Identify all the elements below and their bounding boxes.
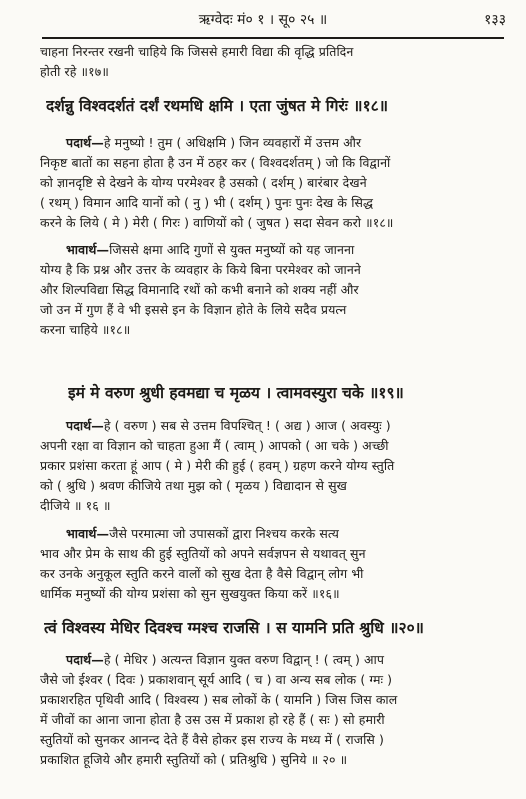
page-header xyxy=(0,8,526,34)
text-line: में जीवों का आना जाना होता है उस उस में प्रकाश हो रहे हैं ( सः ) सो हमारी xyxy=(40,712,385,727)
text-line: निकृष्ट बातों का सहना होता है उन में ठहर कर ( विश्वदर्शतम् ) जो कि विद्वानों xyxy=(40,155,391,170)
text-line: जिससे क्षमा आदि गुणों से युक्त मनुष्यों को यह जानना xyxy=(109,242,355,257)
text-line: होती रहे ॥१७॥ xyxy=(40,64,109,79)
text-line: को ज्ञानदृष्टि से देखने के योग्य परमेश्वर है उसको ( दर्शम् ) बारंबार देखने xyxy=(40,175,367,190)
text-line: अपनी रक्षा वा विज्ञान को चाहता हुआ मैं ( त्वाम् ) आपको ( आ चके ) अच्छी xyxy=(40,438,389,453)
page-number: १३३ xyxy=(484,12,506,28)
bhavarth-label: भावार्थ— xyxy=(66,526,110,541)
header-rule xyxy=(42,37,504,39)
running-title: ऋग्वेदः मं० १ । सू० २५ ॥ xyxy=(198,12,328,28)
text-line: ( रथम् ) विमान आदि यानों को ( नु ) भी ( दर्शम् ) पुनः पुनः देख के सिद्ध xyxy=(40,195,374,210)
text-line: प्रकाशरहित पृथिवी आदि ( विश्वस्य ) सब लोकों के ( यामनि ) जिस जिस काल xyxy=(40,692,398,707)
text-line: स्तुतियों को सुनकर आनन्द देते हैं वैसे होकर इस राज्य के मध्य में ( राजसि ) xyxy=(40,732,384,747)
text-line: को ( श्रुधि ) श्रवण कीजिये तथा मुझ को ( मृळय ) विद्यादान से सुख xyxy=(40,478,347,493)
text-line: योग्य है कि प्रश्न और उत्तर के व्यवहार के किये बिना परमेश्वर को जानने xyxy=(40,262,361,277)
text-line: और शिल्पविद्या सिद्ध विमानादि रथों को कभी बनाने को शक्य नहीं और xyxy=(40,282,359,297)
padarth-label: पदार्थ— xyxy=(66,652,104,667)
bhavarth-18 xyxy=(40,240,506,340)
text-line: जो उन में गुण हैं वे भी इससे इन के विज्ञान होते के लिये सदैव प्रयत्न xyxy=(40,302,347,317)
text-line: हे ( मेधिर ) अत्यन्त विज्ञान युक्त वरुण विद्वान् ! ( त्वम् ) आप xyxy=(103,652,385,667)
text-line: प्रकाशित हूजिये और हमारी स्तुतियों को ( प्रतिश्रुधि ) सुनिये ॥ २० ॥ xyxy=(40,752,348,767)
text-line: दीजिये ॥ १६ ॥ xyxy=(40,498,111,513)
text-line: करने के लिये ( मे ) मेरी ( गिरः ) वाणियों को ( जुषत ) सदा सेवन करो ॥१८॥ xyxy=(40,215,394,230)
padarth-20 xyxy=(40,650,506,770)
verse-18: दर्शन्नु विश्वदर्शतं दर्शं रथमधि क्षमि । एता जुंषत मे गिरंः ॥१८॥ xyxy=(46,96,389,115)
text-line: धार्मिक मनुष्यों की योग्य प्रशंसा को सुन सुखयुक्त किया करें ॥१६॥ xyxy=(40,586,340,601)
text-line: हे मनुष्यो ! तुम ( अधिक्षमि ) जिन व्यवहारों में उत्तम और xyxy=(103,135,362,150)
text-line: करना चाहिये ॥१८॥ xyxy=(40,322,131,337)
text-line: भाव और प्रेम के साथ की हुई स्तुतियों को अपने सर्वज्ञपन से यथावत् सुन xyxy=(40,546,366,561)
bhavarth-19 xyxy=(40,524,506,604)
verse-20: त्वं विश्वस्य मेधिर दिवश्च ग्मश्च राजसि । स यामनि प्रति श्रुधि ॥२०॥ xyxy=(44,618,424,637)
text-line: प्रकार प्रशंसा करता हूं आप ( मे ) मेरी की हुई ( हवम् ) ग्रहण करने योग्य स्तुति xyxy=(40,458,395,473)
padarth-18 xyxy=(40,133,506,233)
padarth-label: पदार्थ— xyxy=(66,418,104,433)
text-line: जैसे जो ईश्वर ( दिवः ) प्रकाशवान् सूर्य आदि ( च ) वा अन्य सब लोक ( ग्मः ) xyxy=(40,672,393,687)
padarth-label: पदार्थ— xyxy=(66,135,104,150)
verse-19: इमं मे वरुण श्रुधी हवमद्या च मृळय । त्वामवस्युरा चके ॥१९॥ xyxy=(68,383,404,402)
padarth-19 xyxy=(40,416,506,516)
text-line: चाहना निरन्तर रखनी चाहिये कि जिससे हमारी विद्या की वृद्धि प्रतिदिन xyxy=(40,44,354,59)
text-line: कर उनके अनुकूल स्तुति करने वालों को सुख देता है वैसे विद्वान् लोग भी xyxy=(40,566,364,581)
intro-paragraph xyxy=(40,42,506,82)
text-line: हे ( वरुण ) सब से उत्तम विपश्चित् ! ( अद्य ) आज ( अवस्युः ) xyxy=(103,418,391,433)
text-line: जैसे परमात्मा जो उपासकों द्वारा निश्चय करके सत्य xyxy=(109,526,339,541)
bhavarth-label: भावार्थ— xyxy=(66,242,110,257)
